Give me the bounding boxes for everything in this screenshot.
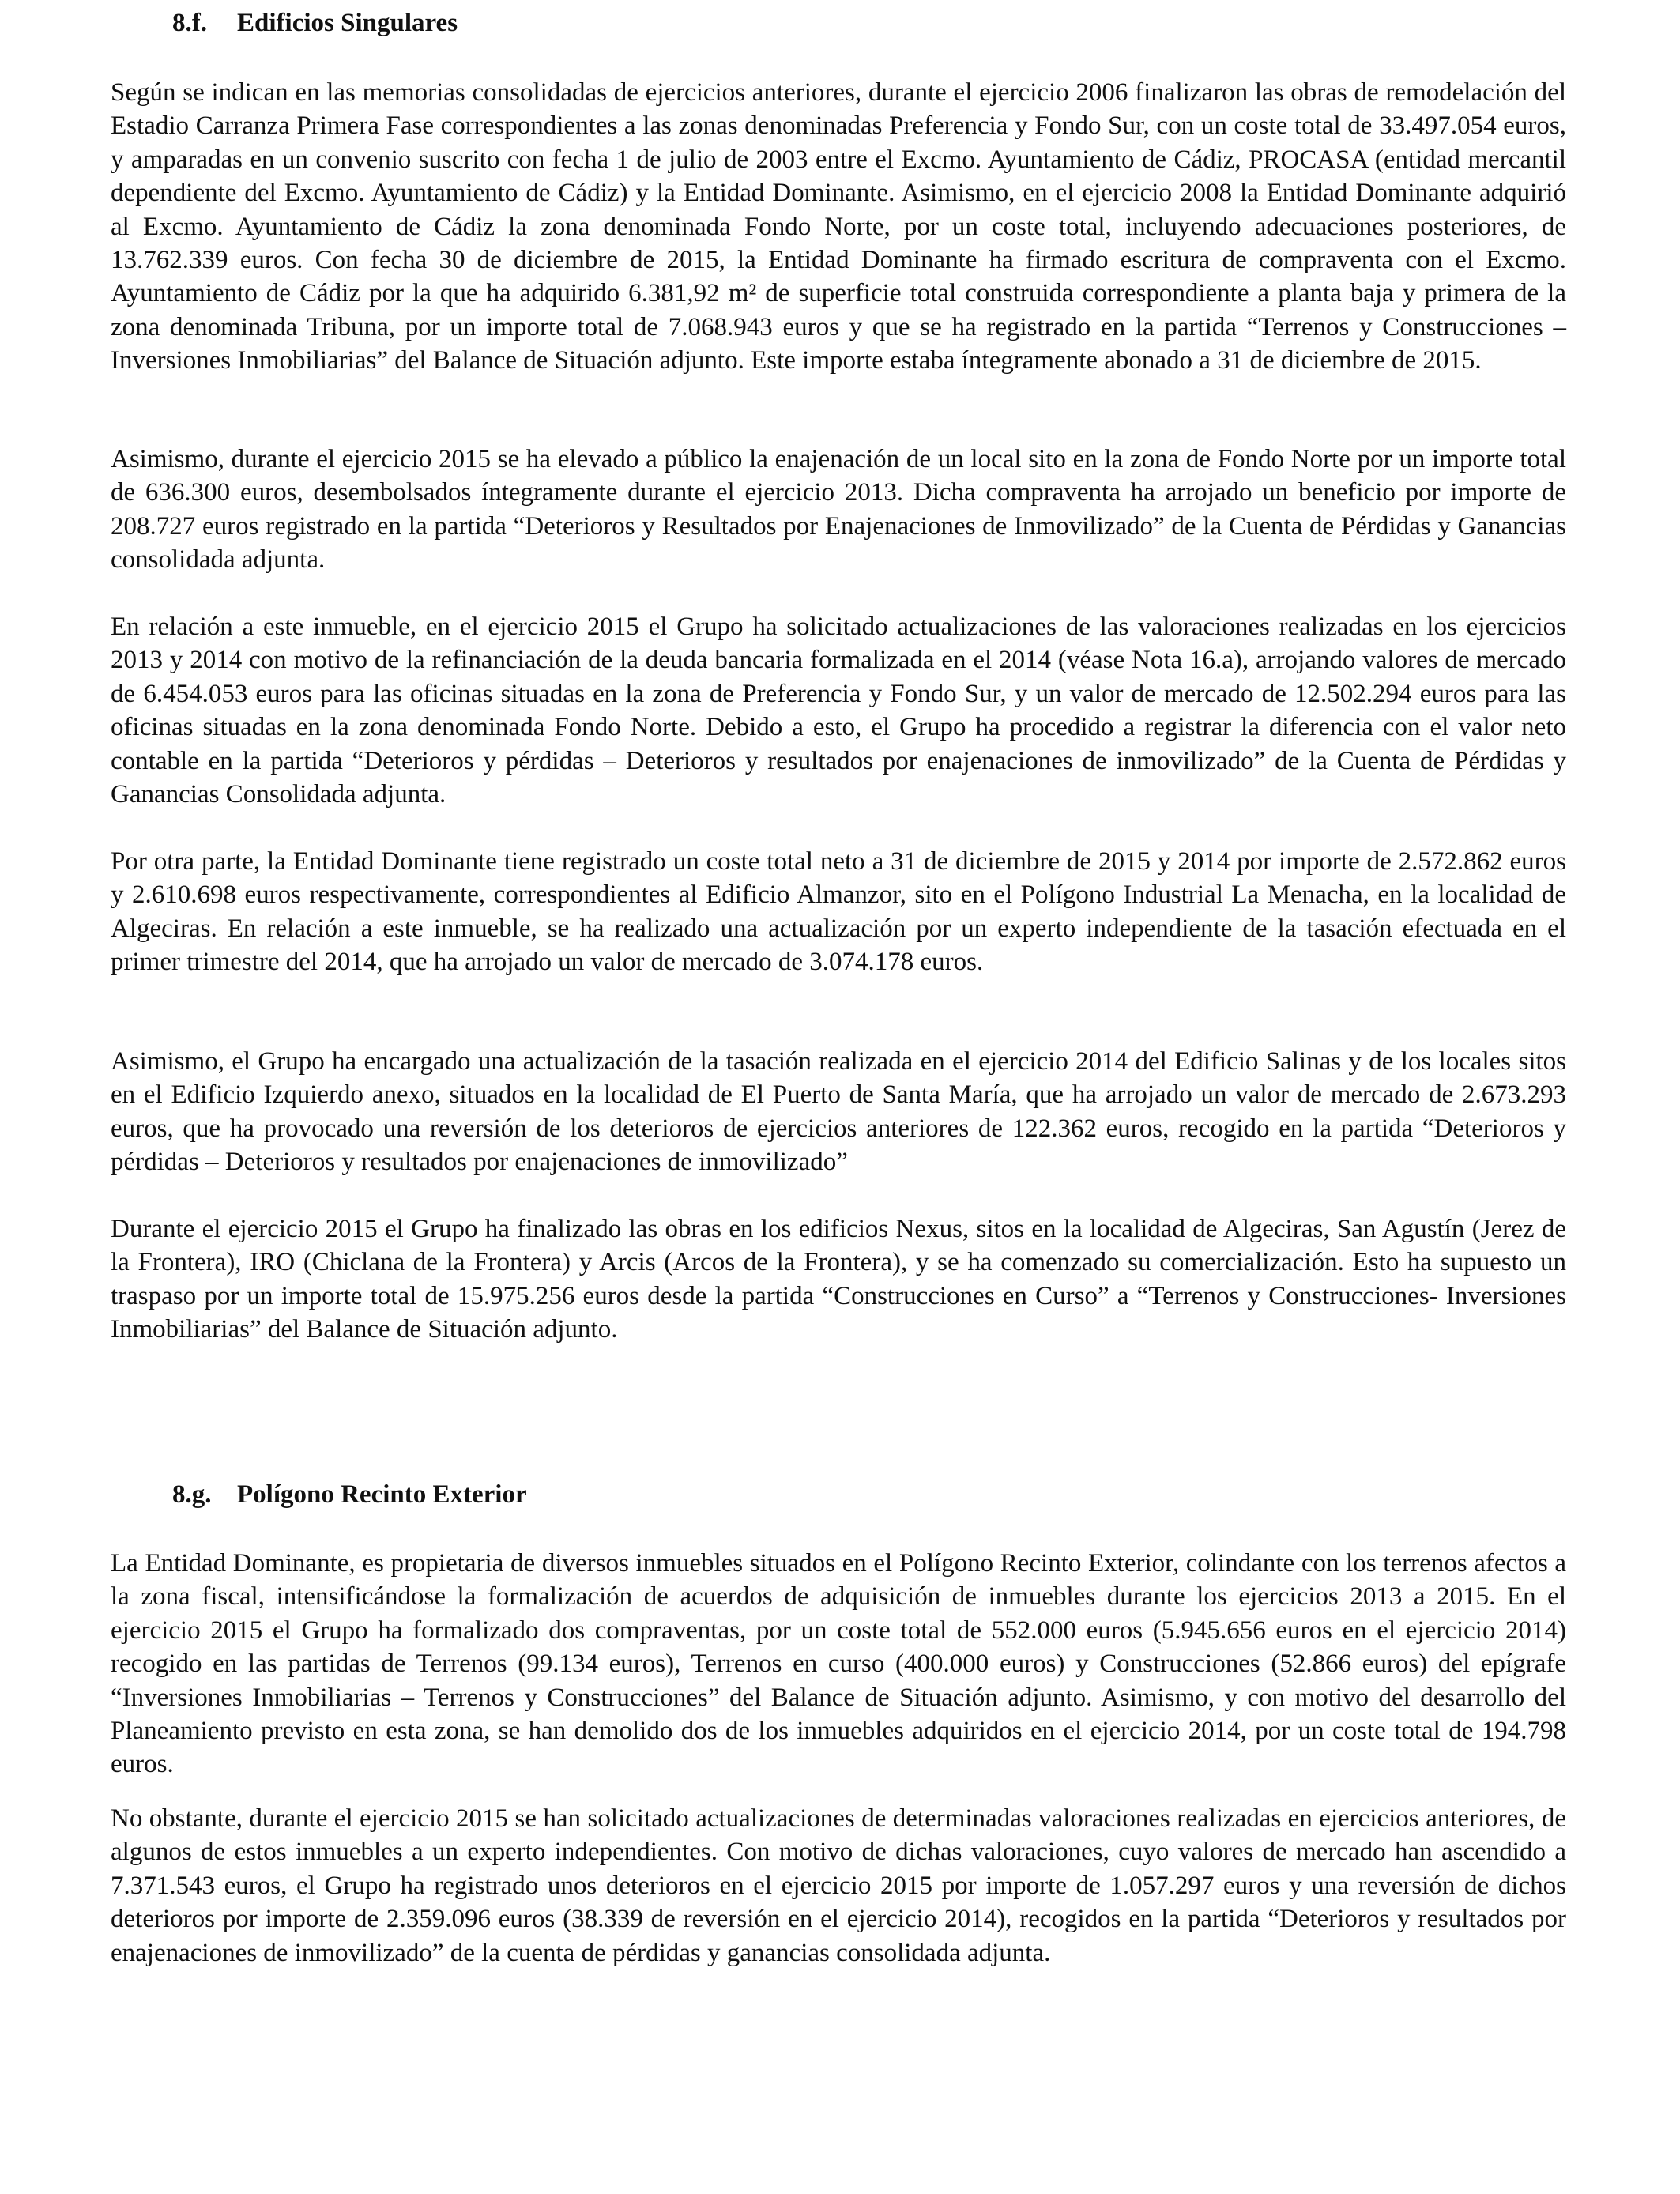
paragraph: Según se indican en las memorias consolidadas de ejercicios anteriores, durante el ejercicio 2006 finalizaron las obras de remodelación del Estadio Carranza Primera Fase correspondientes a las zonas denominadas Preferencia y Fondo Sur, con un coste total de 33.497.054 euros, y amparadas en un convenio suscrito con fecha 1 de julio de 2003 entre el Excmo. Ayuntamiento de Cádiz, PROCASA (entidad mercantil dependiente del Excmo. Ayuntamiento de Cádiz) y la Entidad Dominante. Asimismo, en el ejercicio 2008 la Entidad Dominante adquirió al Excmo. Ayuntamiento de Cádiz la zona denominada Fondo Norte, por un coste total, incluyendo adecuaciones posteriores, de 13.762.339 euros. Con fecha 30 de diciembre de 2015, la Entidad Dominante ha firmado escritura de compraventa con el Excmo. Ayuntamiento de Cádiz por la que ha adquirido 6.381,92 m² de superficie total construida correspondiente a planta baja y primera de la zona denominada Tribuna, por un importe total de 7.068.943 euros y que se ha registrado en la partida “Terrenos y Construcciones – Inversiones Inmobiliarias” del Balance de Situación adjunto. Este importe estaba íntegramente abonado a 31 de diciembre de 2015.	[111, 78, 1566, 375]
paragraph: Asimismo, durante el ejercicio 2015 se ha elevado a público la enajenación de un local sito en la zona de Fondo Norte por un importe total de 636.300 euros, desembolsados íntegramente durante el ejercicio 2013. Dicha compraventa ha arrojado un beneficio por importe de 208.727 euros registrado en la partida “Deterioros y Resultados por Enajenaciones de Inmovilizado” de la Cuenta de Pérdidas y Ganancias consolidada adjunta.	[111, 445, 1566, 575]
section-title: Edificios Singulares	[237, 9, 458, 37]
section-heading-8g	[172, 1478, 527, 1511]
paragraph: La Entidad Dominante, es propietaria de diversos inmuebles situados en el Polígono Recinto Exterior, colindante con los terrenos afectos a la zona fiscal, intensificándose la formalización de acuerdos de adquisición de inmuebles durante los ejercicios 2013 a 2015. En el ejercicio 2015 el Grupo ha formalizado dos compraventas, por un coste total de 552.000 euros (5.945.656 euros en el ejercicio 2014) recogido en las partidas de Terrenos (99.134 euros), Terrenos en curso (400.000 euros) y Construcciones (52.866 euros) del epígrafe “Inversiones Inmobiliarias – Terrenos y Construcciones” del Balance de Situación adjunto. Asimismo, y con motivo del desarrollo del Planeamiento previsto en esta zona, se han demolido dos de los inmuebles adquiridos en el ejercicio 2014, por un coste total de 194.798 euros.	[111, 1549, 1566, 1779]
section-number: 8.g.	[172, 1480, 212, 1509]
section-number: 8.f.	[172, 9, 207, 37]
paragraph: Asimismo, el Grupo ha encargado una actualización de la tasación realizada en el ejercicio 2014 del Edificio Salinas y de los locales sitos en el Edificio Izquierdo anexo, situados en la localidad de El Puerto de Santa María, que ha arrojado un valor de mercado de 2.673.293 euros, que ha provocado una reversión de los deterioros de ejercicios anteriores de 122.362 euros, recogido en la partida “Deterioros y pérdidas – Deterioros y resultados por enajenaciones de inmovilizado”	[111, 1047, 1566, 1177]
paragraph: No obstante, durante el ejercicio 2015 se han solicitado actualizaciones de determinadas valoraciones realizadas en ejercicios anteriores, de algunos de estos inmuebles a un experto independientes. Con motivo de dichas valoraciones, cuyo valores de mercado han ascendido a 7.371.543 euros, el Grupo ha registrado unos deterioros en el ejercicio 2015 por importe de 1.057.297 euros y una reversión de dichos deterioros por importe de 2.359.096 euros (38.339 de reversión en el ejercicio 2014), recogidos en la partida “Deterioros y resultados por enajenaciones de inmovilizado” de la cuenta de pérdidas y ganancias consolidada adjunta.	[111, 1804, 1566, 1967]
paragraph: Durante el ejercicio 2015 el Grupo ha finalizado las obras en los edificios Nexus, sitos en la localidad de Algeciras, San Agustín (Jerez de la Frontera), IRO (Chiclana de la Frontera) y Arcis (Arcos de la Frontera), y se ha comenzado su comercialización. Esto ha supuesto un traspaso por un importe total de 15.975.256 euros desde la partida “Construcciones en Curso” a “Terrenos y Construcciones- Inversiones Inmobiliarias” del Balance de Situación adjunto.	[111, 1215, 1566, 1344]
paragraph: Por otra parte, la Entidad Dominante tiene registrado un coste total neto a 31 de diciembre de 2015 y 2014 por importe de 2.572.862 euros y 2.610.698 euros respectivamente, correspondientes al Edificio Almanzor, sito en el Polígono Industrial La Menacha, en la localidad de Algeciras. En relación a este inmueble, se ha realizado una actualización por un experto independiente de la tasación efectuada en el primer trimestre del 2014, que ha arrojado un valor de mercado de 3.074.178 euros.	[111, 847, 1566, 977]
section-heading-8f	[172, 6, 458, 40]
paragraph: En relación a este inmueble, en el ejercicio 2015 el Grupo ha solicitado actualizaciones de las valoraciones realizadas en los ejercicios 2013 y 2014 con motivo de la refinanciación de la deuda bancaria formalizada en el 2014 (véase Nota 16.a), arrojando valores de mercado de 6.454.053 euros para las oficinas situadas en la zona de Preferencia y Fondo Sur, y un valor de mercado de 12.502.294 euros para las oficinas situadas en la zona denominada Fondo Norte. Debido a esto, el Grupo ha procedido a registrar la diferencia con el valor neto contable en la partida “Deterioros y pérdidas – Deterioros y resultados por enajenaciones de inmovilizado” de la Cuenta de Pérdidas y Ganancias Consolidada adjunta.	[111, 613, 1566, 809]
section-title: Polígono Recinto Exterior	[237, 1480, 527, 1509]
